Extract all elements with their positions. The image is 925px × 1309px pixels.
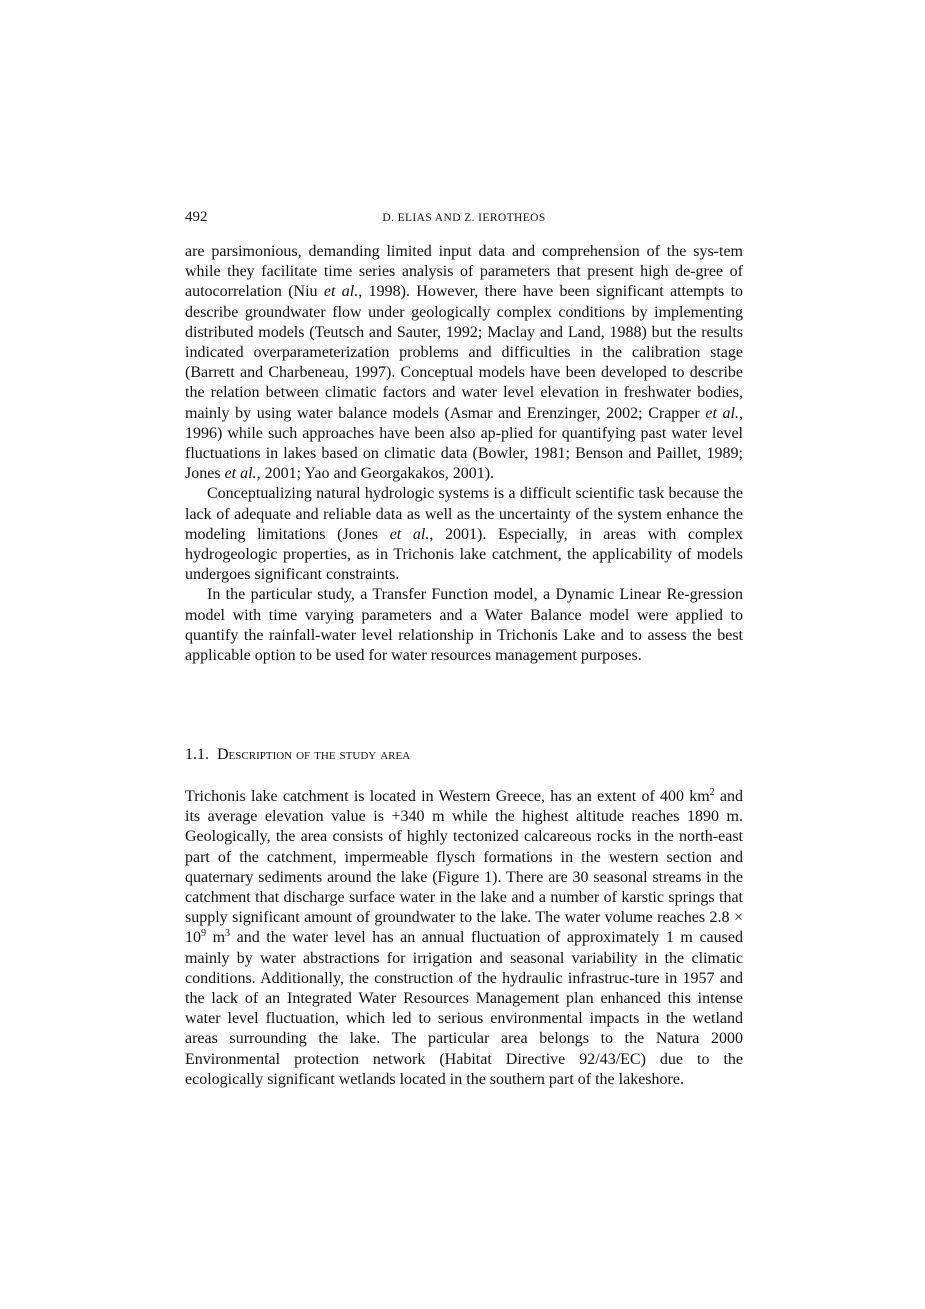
intro-text (185, 242, 743, 666)
section-number: 1.1. (185, 746, 209, 763)
section-title: Description of the study area (217, 746, 411, 763)
study-area-text (185, 787, 743, 1090)
paragraph-2: Conceptualizing natural hydrologic systems is a difficult scientific task because the lack of adequate and reliable data as well as the uncertainty of the system enhance the modeling limitations (Jones et al., 2001). Especially, in areas with complex hydrogeologic properties, as in Trichonis lake catchment, the applicability of models undergoes significant constraints. (185, 485, 743, 584)
running-header (185, 207, 743, 227)
paragraph-4: Trichonis lake catchment is located in Western Greece, has an extent of 400 $km^2$ and its average elevation value is +340 m while the highest altitude reaches 1890 m. Geologically, the area consists of highly tectonized calcareous rocks in the north-east part of the catchment, impermeable flysch formations in the western section and quaternary sediments around the lake (Figure 1). There are 30 seasonal streams in the catchment that discharge surface water in the lake and a number of karstic springs that supply significant amount of groundwater to the lake. The water volume reaches $2.8 \times 10^9$ $m^3$ and the water level has an annual fluctuation of approximately 1 m caused mainly by water abstractions for irrigation and seasonal variability in the climatic conditions. Additionally, the construction of the hydraulic infrastruc-ture in 1957 and the lack of an Integrated Water Resources Management plan enhanced this intense water level fluctuation, which led to serious environmental impacts in the wetland areas surrounding the lake. The particular area belongs to the Natura 2000 Environmental protection network (Habitat Directive 92/43/EC) due to the ecologically significant wetlands located in the southern part of the lakeshore. (185, 787, 743, 1088)
paragraph-1: are parsimonious, demanding limited input data and comprehension of the sys-tem while they facilitate time series analysis of parameters that present high de-gree of autocorrelation (Niu et al., 1998). However, there have been significant attempts to describe groundwater flow under geologically complex conditions by implementing distributed models (Teutsch and Sauter, 1992; Maclay and Land, 1988) but the results indicated overparameterization problems and difficulties in the calibration stage (Barrett and Charbeneau, 1997). Conceptual models have been developed to describe the relation between climatic factors and water level elevation in freshwater bodies, mainly by using water balance models (Asmar and Erenzinger, 2002; Crapper et al., 1996) while such approaches have been also ap-plied for quantifying past water level fluctuations in lakes based on climatic data (Bowler, 1981; Benson and Paillet, 1989; Jones et al., 2001; Yao and Georgakakos, 2001). (185, 243, 744, 483)
section-heading (185, 745, 743, 765)
paragraph-3: In the particular study, a Transfer Function model, a Dynamic Linear Re-gression model with time varying parameters and a Water Balance model were applied to quantify the rainfall-water level relationship in Trichonis Lake and to assess the best applicable option to be used for water resources management purposes. (185, 586, 743, 665)
running-title: D. ELIAS AND Z. IEROTHEOS (382, 212, 546, 224)
page-number: 492 (185, 209, 208, 225)
